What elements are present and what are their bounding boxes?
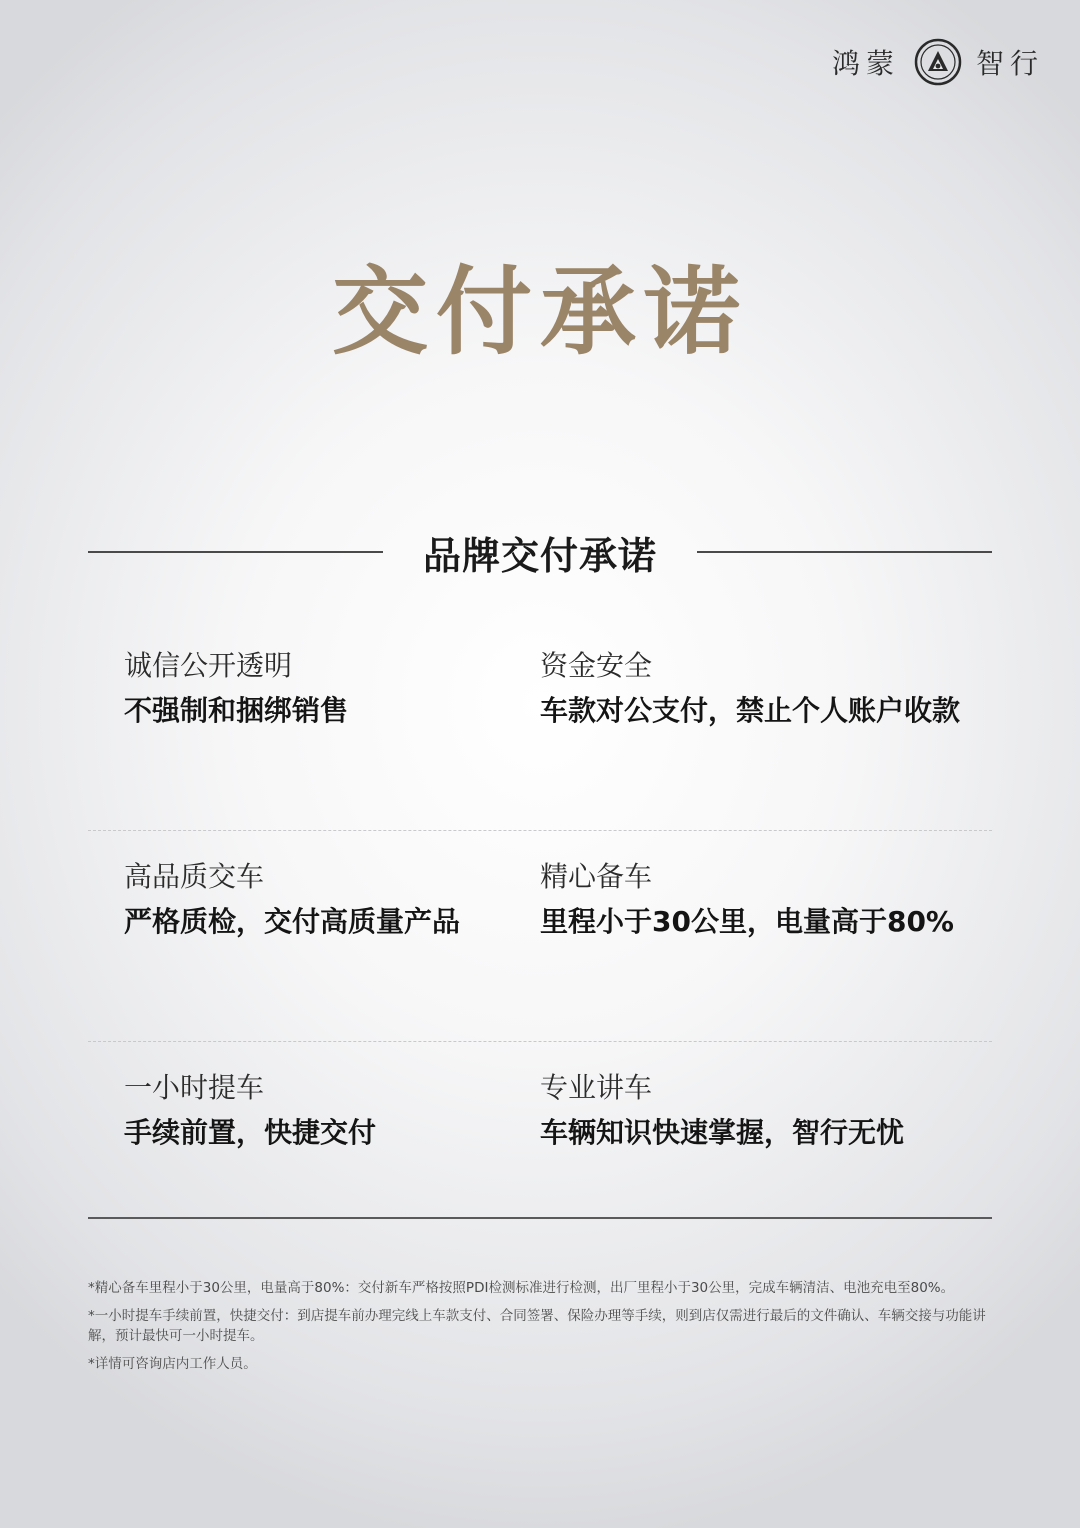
commitment-label: 专业讲车 bbox=[540, 1071, 653, 1104]
commitment-grid bbox=[88, 620, 992, 1253]
commitment-label: 一小时提车 bbox=[124, 1071, 265, 1104]
commitment-item bbox=[540, 646, 960, 734]
commitment-label: 精心备车 bbox=[540, 860, 653, 893]
commitment-item bbox=[124, 646, 348, 734]
section-rule-left bbox=[88, 551, 383, 553]
commitment-label: 诚信公开透明 bbox=[124, 649, 293, 682]
commitment-desc: 不强制和捆绑销售 bbox=[124, 694, 349, 727]
commitment-item bbox=[124, 857, 460, 945]
commitment-row bbox=[88, 831, 992, 1042]
bottom-divider bbox=[88, 1217, 992, 1219]
footnote: *一小时提车手续前置，快捷交付：到店提车前办理完线上车款支付、合同签署、保险办理等手续，则到店仅需进行最后的文件确认、车辆交接与功能讲解，预计最快可一小时提车。 bbox=[88, 1308, 986, 1344]
commitment-desc: 车款对公支付，禁止个人账户收款 bbox=[540, 694, 961, 727]
commitment-desc: 车辆知识快速掌握，智行无忧 bbox=[540, 1116, 905, 1149]
commitment-row bbox=[88, 1042, 992, 1253]
commitment-label: 高品质交车 bbox=[124, 860, 265, 893]
footnotes bbox=[88, 1278, 998, 1382]
section-rule-right bbox=[697, 551, 992, 553]
commitment-item bbox=[540, 857, 954, 945]
commitment-item bbox=[124, 1068, 376, 1156]
commitment-row bbox=[88, 620, 992, 831]
commitment-label: 资金安全 bbox=[540, 649, 653, 682]
section-header bbox=[88, 522, 992, 582]
commitment-desc: 严格质检，交付高质量产品 bbox=[124, 905, 461, 938]
brand-name-right: 智行 bbox=[975, 47, 1044, 80]
brand-lockup bbox=[832, 38, 1044, 86]
footnote: *详情可咨询店内工作人员。 bbox=[88, 1356, 257, 1372]
commitment-desc: 手续前置，快捷交付 bbox=[124, 1116, 377, 1149]
page-title: 交付承诺 bbox=[332, 256, 748, 368]
footnote: *精心备车里程小于30公里，电量高于80%：交付新车严格按照PDI检测标准进行检测，出厂里程小于30公里，完成车辆清洁、电池充电至80%。 bbox=[88, 1280, 955, 1296]
brand-name-left: 鸿蒙 bbox=[831, 47, 900, 80]
commitment-desc: 里程小于30公里，电量高于80% bbox=[540, 905, 954, 938]
commitment-item bbox=[540, 1068, 904, 1156]
harmony-shield-logo-icon bbox=[914, 38, 962, 86]
section-title: 品牌交付承诺 bbox=[423, 533, 658, 578]
